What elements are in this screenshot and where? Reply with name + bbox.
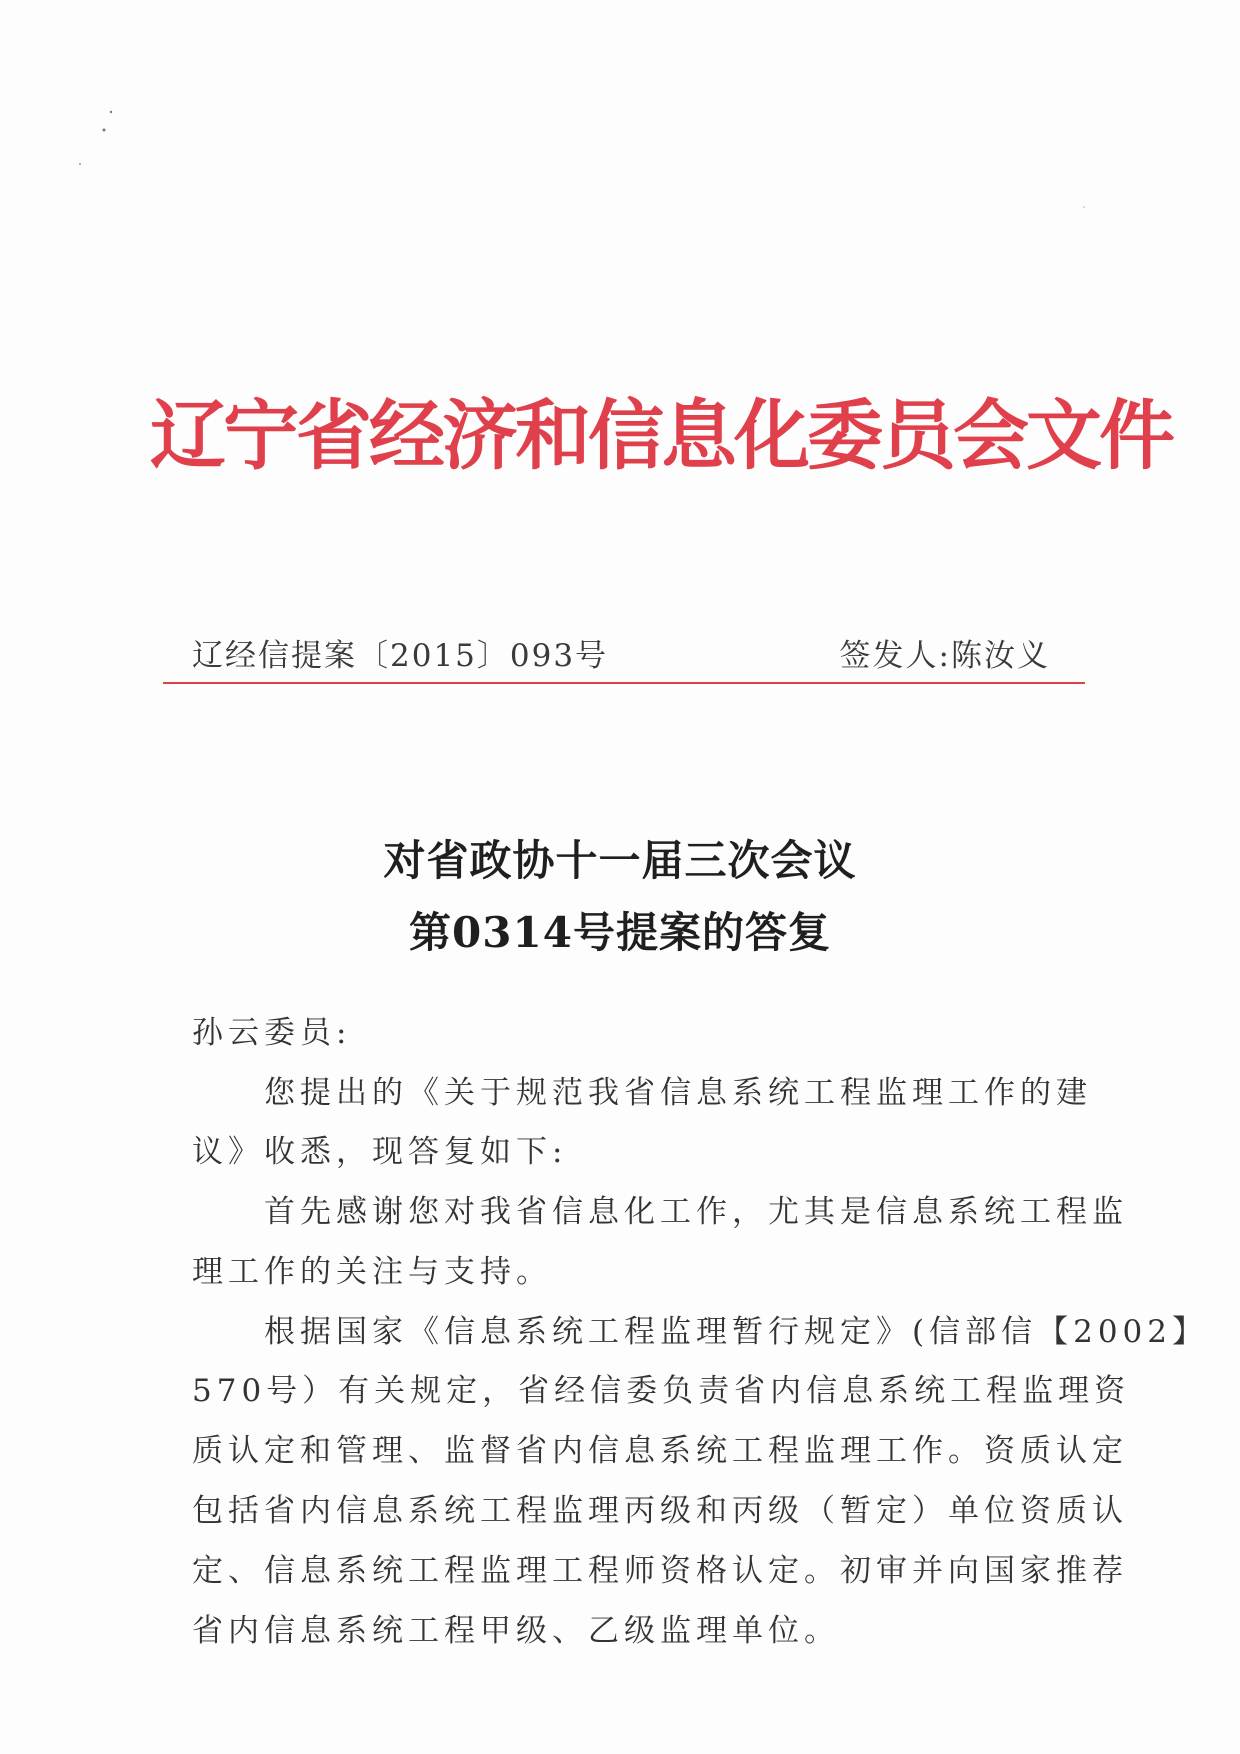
issuing-authority-title: 辽宁省经济和信息化委员会文件 (150, 391, 1172, 480)
body-line-4: 理工作的关注与支持。 (192, 1254, 552, 1290)
body-line-9: 定、信息系统工程监理工程师资格认定。初审并向国家推荐 (192, 1553, 1128, 1589)
red-divider-line (163, 682, 1085, 684)
issuer-signature-line: 签发人:陈汝义 (839, 638, 1050, 674)
body-line-3: 首先感谢您对我省信息化工作，尤其是信息系统工程监 (192, 1194, 1128, 1230)
reply-title-line-1: 对省政协十一届三次会议 (383, 836, 857, 885)
salutation: 孙云委员: (192, 1015, 352, 1051)
reply-title-line-2: 第0314号提案的答复 (409, 908, 831, 957)
body-line-6: 570号）有关规定，省经信委负责省内信息系统工程监理资 (192, 1373, 1131, 1409)
body-line-8: 包括省内信息系统工程监理丙级和丙级（暂定）单位资质认 (192, 1493, 1128, 1529)
body-line-2: 议》收悉，现答复如下: (192, 1134, 568, 1170)
body-line-1: 您提出的《关于规范我省信息系统工程监理工作的建 (192, 1075, 1092, 1111)
body-line-7: 质认定和管理、监督省内信息系统工程监理工作。资质认定 (192, 1433, 1128, 1469)
body-line-5: 根据国家《信息系统工程监理暂行规定》(信部信【2002】 (192, 1314, 1208, 1350)
document-number: 辽经信提案〔2015〕093号 (192, 638, 609, 674)
body-line-10: 省内信息系统工程甲级、乙级监理单位。 (192, 1613, 840, 1649)
